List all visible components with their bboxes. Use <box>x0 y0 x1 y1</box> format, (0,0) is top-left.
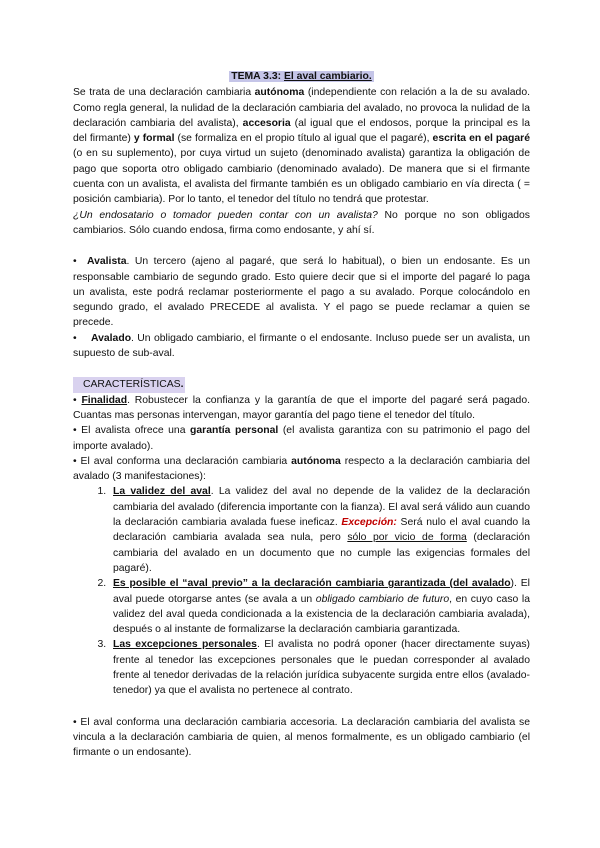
autonoma-term: autónoma <box>291 455 341 467</box>
autonoma-paragraph: • El aval conforma una declaración cambiaria autónoma respecto a la declaración cambiaria del avalado (3 manifestaciones): <box>73 455 530 483</box>
question-paragraph <box>73 208 530 239</box>
finalidad-label: Finalidad <box>81 394 128 406</box>
intro-paragraph: Se trata de una declaración cambiaria autónoma (independiente con relación a la de su avalado. Como regla general, la nulidad de la declaración cambiaria del avalado, no provoca la nulidad de la declaración cambiaria del avalista), accesoria (al igual que el endosos, porque la principal es la del firmante) y formal (se formaliza en el propio título al igual que el pagaré), escrita en el pagaré (o en su suplemento), por cuya virtud un sujeto (denominado avalista) garantiza la obligación de pago que soporta otro obligado cambiario (denominado avalado). De manera que si el firmante cuenta con un avalista, el avalista del firmante también es un obligado cambiario en vía directa ( = posición cambiaria). Por lo tanto, el tenedor del título no tendrá que protestar. <box>73 87 530 206</box>
accesoria-paragraph: • El aval conforma una declaración cambiaria accesoria. La declaración cambiaria del avalista se vincula a la declaración cambiaria de quien, al menos formalmente, es un obligado cambiario (el firmante o un endosante). <box>73 716 530 759</box>
question-text: ¿Un endosatario o tomador pueden contar con un avalista? <box>73 209 378 221</box>
avalista-label: Avalista <box>87 256 127 268</box>
list-item: 1. La validez del aval. La validez del aval no depende de la validez de la declaración cambiaria del avalado (diferencia importante con la fianza). El aval será válido aun cuando la declaración cambiaria avalada fuese ineficaz. Excepción: Será nulo el aval cuando la declaración cambiaria avalada sea nula, pero sólo por vicio de forma (declaración cambiaria del avalado en un documento que no cumple las exigencias formales del pagaré). <box>109 484 530 576</box>
answer-text: No porque no son obligados cambiarios. Sólo cuando endosa, firma como endosante, y ahí sí. <box>73 209 530 236</box>
spacer <box>73 361 530 377</box>
caracteristicas-section <box>73 377 530 760</box>
item-label: Es posible el “aval previo” a la declaración cambiaria garantizada (del avalado <box>113 578 511 590</box>
page-title <box>229 71 374 82</box>
list-item: 2. Es posible el “aval previo” a la declaración cambiaria garantizada (del avalado). El aval puede otorgarse antes (se avala a un obligado cambiario de futuro, en cuyo caso la validez del aval queda condicionada a la existencia de la declaración cambiaria avalada), después o al instante de formalizarse la declaración cambiaria garantizada. <box>109 576 530 637</box>
excepcion-label: Excepción: <box>341 517 397 529</box>
avalado-label: Avalado <box>91 332 132 344</box>
bullet-icon: • <box>73 332 77 344</box>
manifestaciones-list <box>73 484 530 698</box>
title-prefix: TEMA 3.3: <box>231 71 284 82</box>
term-formal: y formal <box>133 133 175 145</box>
title-main: El aval cambiario. <box>283 71 372 82</box>
spacer <box>73 699 530 715</box>
list-item: 3. Las excepciones personales. El avalista no podrá oponer (hacer directamente suyas) frente al tenedor las excepciones personales que le puedan corresponder al avalado frente al tenedor derivadas de la relación jurídica subyacente surgida entre ellos (avalado-tenedor) ya que el avalista no pertenece al contrato. <box>109 637 530 698</box>
section-heading: CARACTERÍSTICAS. <box>73 377 185 392</box>
item-label: Las excepciones personales <box>113 639 257 651</box>
term-autonoma: autónoma <box>254 87 305 99</box>
vicio-forma-text: sólo por vicio de forma <box>347 532 467 544</box>
avalista-paragraph: • Avalista. Un tercero (ajeno al pagaré, que será lo habitual), o bien un endosante. Es un responsable cambiario de segundo grado. Esto quiere decir que si el importe del pagaré lo paga un avalista, este podrá reclamar posteriormente el pago a su avalado. Porque colocándolo en segundo grado, el avalado PRECEDE al avalista. Y el pago se puede reclamar a quien se precede. <box>73 256 530 329</box>
spacer <box>73 238 530 254</box>
section-heading-row <box>73 377 530 392</box>
bullet-icon: • <box>73 394 82 406</box>
garantia-paragraph: • El avalista ofrece una garantía personal (el avalista garantiza con su patrimonio el pago del importe avalado). <box>73 425 530 452</box>
bullet-icon: • <box>73 256 77 268</box>
title-block <box>73 69 530 84</box>
garantia-term: garantía personal <box>190 425 279 437</box>
term-accesoria: accesoria <box>242 117 291 129</box>
item-label: La validez del aval <box>113 486 211 498</box>
obligado-futuro-text: obligado cambiario de futuro <box>315 593 450 605</box>
finalidad-paragraph: • Finalidad. Robustecer la confianza y la garantía de que el importe del pagaré será pagado. Cuantas mas personas intervengan, mayor garantía del pago tiene el tenedor del título. <box>73 394 530 421</box>
avalado-paragraph: • Avalado. Un obligado cambiario, el firmante o el endosante. Incluso puede ser un avalista, un supuesto de sub-aval. <box>73 332 530 360</box>
term-escrita: escrita en el pagaré <box>432 133 530 145</box>
